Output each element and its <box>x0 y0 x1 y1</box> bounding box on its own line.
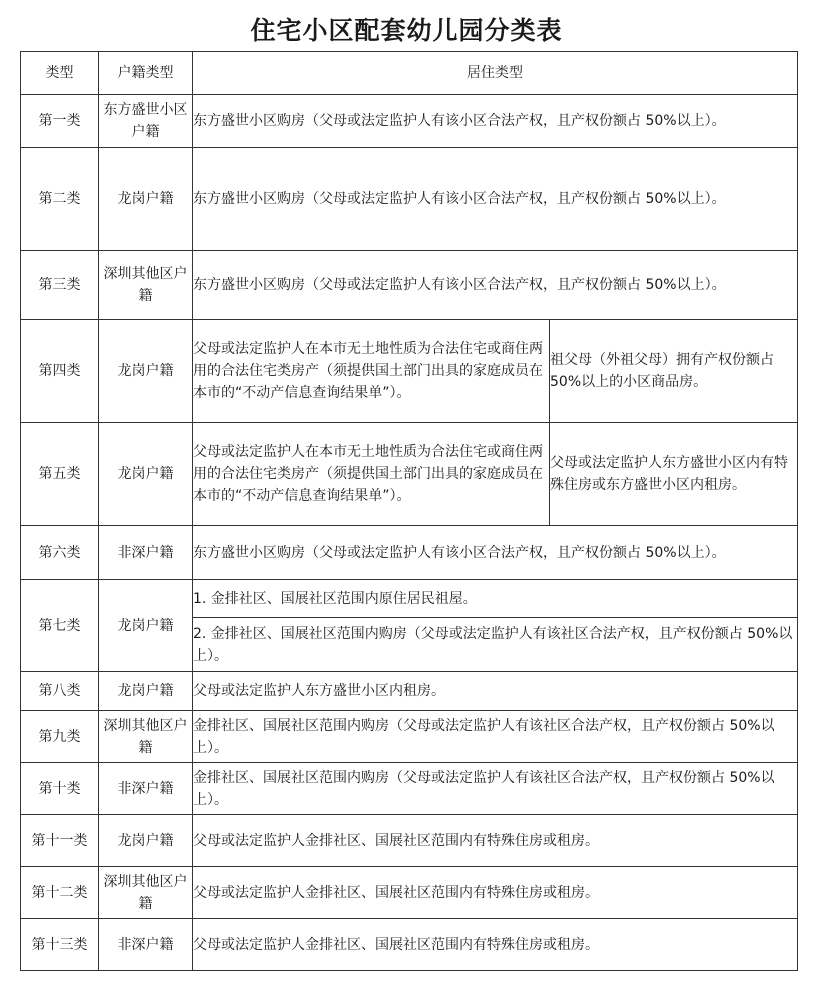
table-row <box>21 580 798 618</box>
cell-type: 第九类 <box>21 711 99 763</box>
cell-residence-item-1: 1. 金排社区、国展社区范围内原住居民祖屋。 <box>193 580 798 618</box>
cell-type: 第十二类 <box>21 867 99 919</box>
cell-hukou: 龙岗户籍 <box>99 423 193 526</box>
table-row <box>21 320 798 423</box>
cell-hukou: 非深户籍 <box>99 919 193 971</box>
cell-type: 第三类 <box>21 251 99 320</box>
cell-residence: 父母或法定监护人金排社区、国展社区范围内有特殊住房或租房。 <box>193 815 798 867</box>
cell-hukou: 东方盛世小区户籍 <box>99 95 193 148</box>
cell-residence: 东方盛世小区购房（父母或法定监护人有该小区合法产权，且产权份额占 50%以上）。 <box>193 95 798 148</box>
cell-residence: 东方盛世小区购房（父母或法定监护人有该小区合法产权，且产权份额占 50%以上）。 <box>193 148 798 251</box>
table-row <box>21 672 798 711</box>
table-row <box>21 867 798 919</box>
cell-residence-left: 父母或法定监护人在本市无土地性质为合法住宅或商住两用的合法住宅类房产（须提供国土部门出具的家庭成员在本市的“不动产信息查询结果单”）。 <box>193 423 550 526</box>
cell-type: 第五类 <box>21 423 99 526</box>
cell-hukou: 深圳其他区户籍 <box>99 251 193 320</box>
cell-hukou: 深圳其他区户籍 <box>99 867 193 919</box>
cell-type: 第一类 <box>21 95 99 148</box>
cell-type: 第七类 <box>21 580 99 672</box>
cell-type: 第十类 <box>21 763 99 815</box>
cell-type: 第二类 <box>21 148 99 251</box>
cell-hukou: 龙岗户籍 <box>99 580 193 672</box>
cell-type: 第十三类 <box>21 919 99 971</box>
header-residence: 居住类型 <box>193 52 798 95</box>
cell-residence: 父母或法定监护人金排社区、国展社区范围内有特殊住房或租房。 <box>193 867 798 919</box>
table-row <box>21 711 798 763</box>
table-row <box>21 251 798 320</box>
cell-hukou: 龙岗户籍 <box>99 148 193 251</box>
cell-residence: 父母或法定监护人东方盛世小区内租房。 <box>193 672 798 711</box>
header-type: 类型 <box>21 52 99 95</box>
cell-residence: 父母或法定监护人金排社区、国展社区范围内有特殊住房或租房。 <box>193 919 798 971</box>
cell-residence: 金排社区、国展社区范围内购房（父母或法定监护人有该社区合法产权，且产权份额占 50%以上）。 <box>193 763 798 815</box>
cell-residence: 东方盛世小区购房（父母或法定监护人有该小区合法产权，且产权份额占 50%以上）。 <box>193 251 798 320</box>
cell-hukou: 龙岗户籍 <box>99 815 193 867</box>
table-row <box>21 526 798 580</box>
header-hukou: 户籍类型 <box>99 52 193 95</box>
table-row <box>21 919 798 971</box>
classification-table <box>20 51 798 971</box>
cell-type: 第六类 <box>21 526 99 580</box>
cell-residence-item-2: 2. 金排社区、国展社区范围内购房（父母或法定监护人有该社区合法产权，且产权份额占 50%以上）。 <box>193 618 798 672</box>
cell-type: 第八类 <box>21 672 99 711</box>
cell-residence-right: 祖父母（外祖父母）拥有产权份额占 50%以上的小区商品房。 <box>550 320 798 423</box>
header-row <box>21 52 798 95</box>
cell-hukou: 龙岗户籍 <box>99 672 193 711</box>
table-row <box>21 148 798 251</box>
table-row <box>21 815 798 867</box>
table-row <box>21 423 798 526</box>
cell-hukou: 龙岗户籍 <box>99 320 193 423</box>
cell-residence-right: 父母或法定监护人东方盛世小区内有特殊住房或东方盛世小区内租房。 <box>550 423 798 526</box>
cell-residence-left: 父母或法定监护人在本市无土地性质为合法住宅或商住两用的合法住宅类房产（须提供国土部门出具的家庭成员在本市的“不动产信息查询结果单”）。 <box>193 320 550 423</box>
cell-hukou: 深圳其他区户籍 <box>99 711 193 763</box>
cell-hukou: 非深户籍 <box>99 763 193 815</box>
table-row <box>21 95 798 148</box>
page-title: 住宅小区配套幼儿园分类表 <box>250 16 563 45</box>
cell-type: 第四类 <box>21 320 99 423</box>
cell-residence: 东方盛世小区购房（父母或法定监护人有该小区合法产权，且产权份额占 50%以上）。 <box>193 526 798 580</box>
cell-hukou: 非深户籍 <box>99 526 193 580</box>
table-row <box>21 763 798 815</box>
cell-type: 第十一类 <box>21 815 99 867</box>
cell-residence: 金排社区、国展社区范围内购房（父母或法定监护人有该社区合法产权，且产权份额占 50%以上）。 <box>193 711 798 763</box>
